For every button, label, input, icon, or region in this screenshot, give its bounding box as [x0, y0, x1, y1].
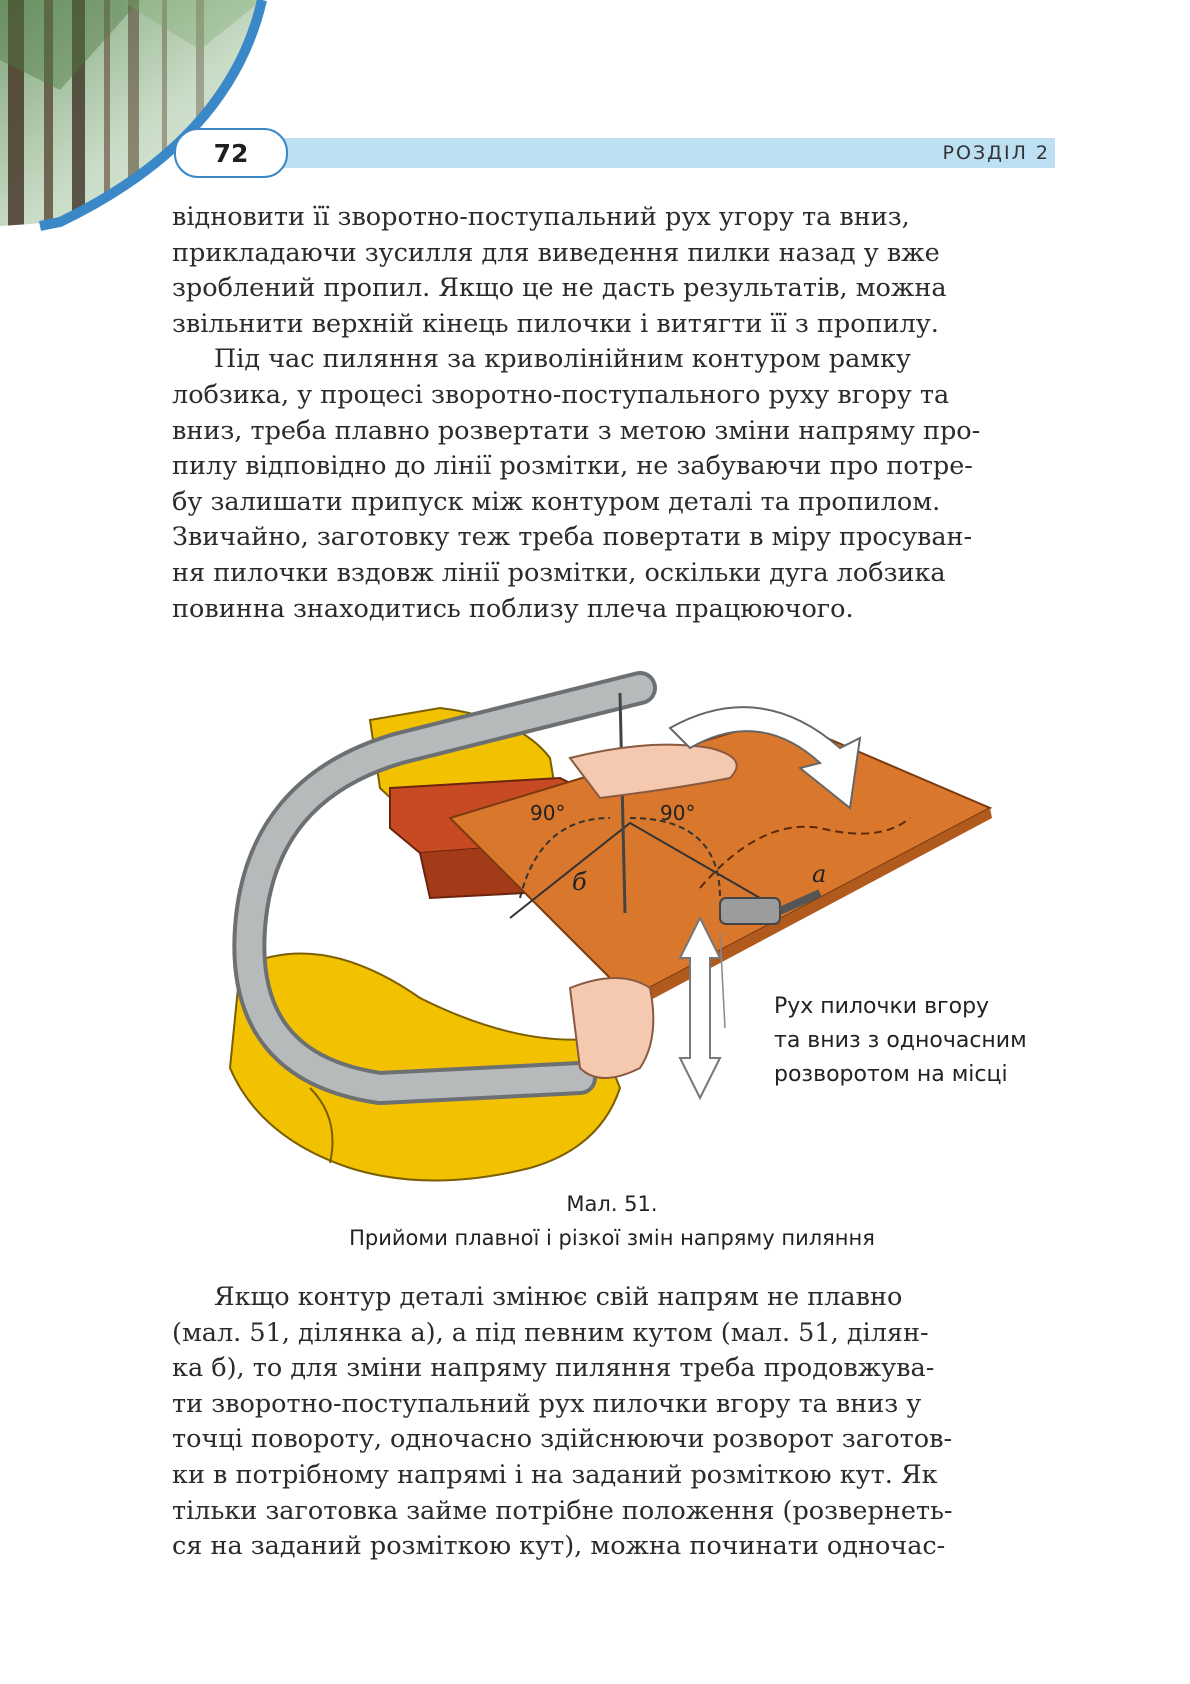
page-number: 72: [174, 128, 288, 178]
text-line: Якщо контур деталі змінює свій напрям не плавно: [214, 1282, 903, 1312]
text-line: прикладаючи зусилля для виведення пилки назад у вже: [172, 237, 940, 268]
text-line: лобзика, у процесі зворотно-поступального руху вгору та: [172, 379, 950, 410]
motion-note-line: та вниз з одночасним: [774, 1028, 1027, 1053]
segment-label-b: б: [572, 868, 587, 896]
text-line: ти зворотно-поступальний рух пилочки вгору та вниз у: [172, 1388, 922, 1419]
motion-note-line: Рух пилочки вгору: [774, 994, 990, 1019]
text-line: відновити її зворотно-поступальний рух угору та вниз,: [172, 202, 910, 232]
angle-label-right: 90°: [660, 801, 696, 825]
section-label: РОЗДІЛ 2: [942, 142, 1050, 164]
angle-label-left: 90°: [530, 801, 566, 825]
fretsaw-illustration: [200, 668, 1060, 1198]
text-line: ка б), то для зміни напряму пиляння треба продовжува-: [172, 1353, 935, 1384]
text-line: повинна знаходитись поблизу плеча працюючого.: [172, 593, 854, 624]
text-line: звільнити верхній кінець пилочки і витягти її з пропилу.: [172, 308, 939, 339]
text-line: точці повороту, одночасно здійснюючи розворот заготов-: [172, 1424, 953, 1455]
text-line: пилу відповідно до лінії розмітки, не забуваючи про потре-: [172, 451, 973, 482]
text-line: тільки заготовка займе потрібне положення (розвернеть-: [172, 1495, 953, 1526]
segment-label-a: а: [812, 860, 827, 888]
text-line: Під час пиляння за криволінійним контуром рамку: [214, 344, 912, 375]
motion-note: [774, 990, 1064, 1092]
top-text: [172, 200, 1052, 627]
text-line: Звичайно, заготовку теж треба повертати в міру просуван-: [172, 522, 973, 553]
text-line: ки в потрібному напрямі і на заданий розміткою кут. Як: [172, 1459, 938, 1490]
text-line: зроблений пропил. Якщо це не дасть результатів, можна: [172, 273, 947, 304]
figure-caption-number: Мал. 51.: [566, 1192, 658, 1216]
text-line: бу залишати припуск між контуром деталі та пропилом.: [172, 486, 941, 517]
figure-caption-title: Прийоми плавної і різкої змін напряму пиляння: [349, 1226, 875, 1250]
text-line: (мал. 51, ділянка а), а під певним кутом (мал. 51, ділян-: [172, 1317, 929, 1348]
text-line: ня пилочки вздовж лінії розмітки, оскільки дуга лобзика: [172, 557, 946, 588]
motion-note-line: розворотом на місці: [774, 1062, 1008, 1087]
bottom-text: [172, 1280, 1052, 1565]
text-line: ся на заданий розміткою кут), можна починати одночас-: [172, 1531, 946, 1562]
text-line: вниз, треба плавно розвертати з метою зміни напряму про-: [172, 415, 981, 446]
